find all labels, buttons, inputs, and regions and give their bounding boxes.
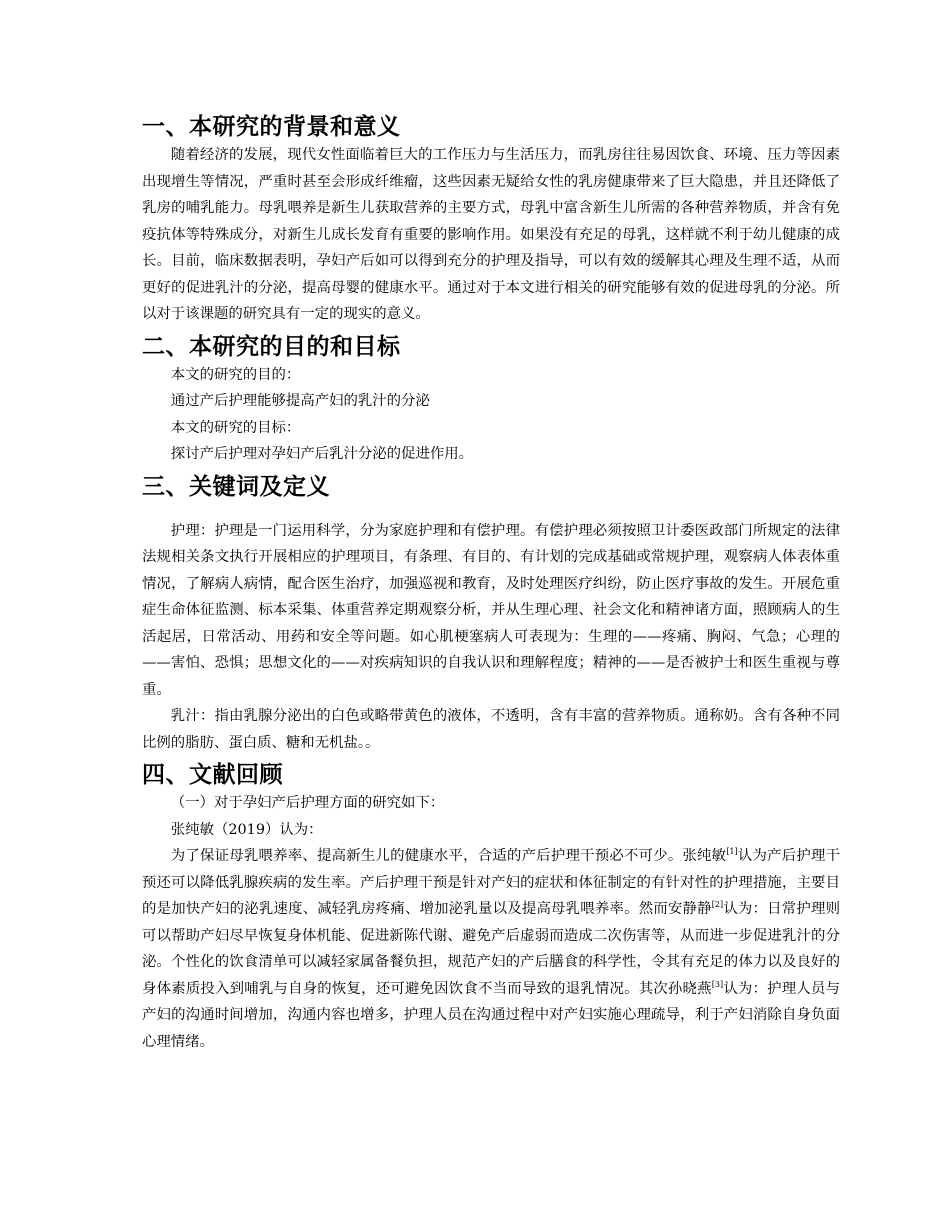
definition-nursing: 护理：护理是一门运用科学，分为家庭护理和有偿护理。有偿护理必须按照卫计委医政部门所规定的法律法规相关条文执行开展相应的护理项目，有条理、有目的、有计划的完成基础或常规护理，观察病人体表体重情况，了解病人病情，配合医生治疗，加强巡视和教育，及时处理医疗纠纷，防止医疗事故的发生。开展危重症生命体征监测、标本采集、体重营养定期观察分析，并从生理心理、社会文化和精神诸方面，照顾病人的生活起居，日常活动、用药和安全等问题。如心肌梗塞病人可表现为：生理的——疼痛、胸闷、气急；心理的——害怕、恐惧；思想文化的——对疾病知识的自我认识和理解程度；精神的——是否被护士和医生重视与尊重。 (142, 522, 840, 698)
section-heading-keywords: 三、关键词及定义 (142, 472, 330, 500)
review-text-d: 认为：护理人员与产妇的沟通时间增加，沟通内容也增多，护理人员在沟通过程中对产妇实施心理疏导，利于产妇消除自身负面心理情绪。 (142, 980, 840, 1050)
review-text-a: 为了保证母乳喂养率、提高新生儿的健康水平，合适的产后护理干预必不可少。张纯敏 (170, 848, 727, 864)
review-subheading: （一）对于孕妇产后护理方面的研究如下： (170, 795, 445, 811)
review-author-line: 张纯敏（2019）认为： (170, 821, 323, 838)
purpose-label: 本文的研究的目的： (170, 366, 301, 383)
review-text-b: 认为产后护理干预还可以降低乳腺疾病的发生率。产后护理干预是针对产妇的症状和体征制定的有针对性的护理措施，主要目的是加快产妇的泌乳速度、减轻乳房疼痛、增加泌乳量以及提高母乳喂养率。然而安静静 (142, 848, 840, 917)
document-page (142, 112, 840, 1055)
goal-text: 探讨产后护理对孕妇产后乳汁分泌的促进作用。 (170, 446, 474, 462)
citation-ref-1: [1] (726, 847, 738, 857)
section-heading-literature-review: 四、文献回顾 (142, 761, 283, 788)
purpose-text: 通过产后护理能够提高产妇的乳汁的分泌 (170, 393, 430, 409)
definition-milk: 乳汁：指由乳腺分泌出的白色或略带黄色的液体，不透明，含有丰富的营养物质。通称奶。含有各种不同比例的脂肪、蛋白质、糖和无机盐。。 (142, 708, 840, 751)
citation-ref-2: [2] (711, 900, 724, 910)
background-paragraph: 随着经济的发展，现代女性面临着巨大的工作压力与生活压力，而乳房往往易因饮食、环境、压力等因素出现增生等情况，严重时甚至会形成纤维瘤，这些因素无疑给女性的乳房健康带来了巨大隐患，并且还降低了乳房的哺乳能力。母乳喂养是新生儿获取营养的主要方式，母乳中富含新生儿所需的各种营养物质，并含有免疫抗体等特殊成分，对新生儿成长发育有重要的影响作用。如果没有充足的母乳，这样就不利于幼儿健康的成长。目前，临床数据表明，孕妇产后如可以得到充分的护理及指导，可以有效的缓解其心理及生理不适，从而更好的促进乳汁的分泌，提高母婴的健康水平。通过对于本文进行相关的研究能够有效的促进母乳的分泌。所以对于该课题的研究具有一定的现实的意义。 (142, 147, 840, 322)
section-heading-background: 一、本研究的背景和意义 (142, 113, 401, 140)
review-paragraph (142, 843, 840, 1055)
citation-ref-3: [3] (711, 979, 724, 989)
section-heading-objectives: 二、本研究的目的和目标 (142, 332, 401, 360)
review-text-c: 认为：日常护理则可以帮助产妇尽早恢复身体机能、促进新陈代谢、避免产后虚弱而造成二次伤害等，从而进一步促进乳汁的分泌。个性化的饮食清单可以减轻家属备餐负担，规范产妇的产后膳食的科学性，令其有充足的体力以及良好的身体素质投入到哺乳与自身的恢复，还可避免因饮食不当而导致的退乳情况。其次孙晓燕 (142, 901, 840, 997)
goal-label: 本文的研究的目标： (170, 419, 301, 436)
